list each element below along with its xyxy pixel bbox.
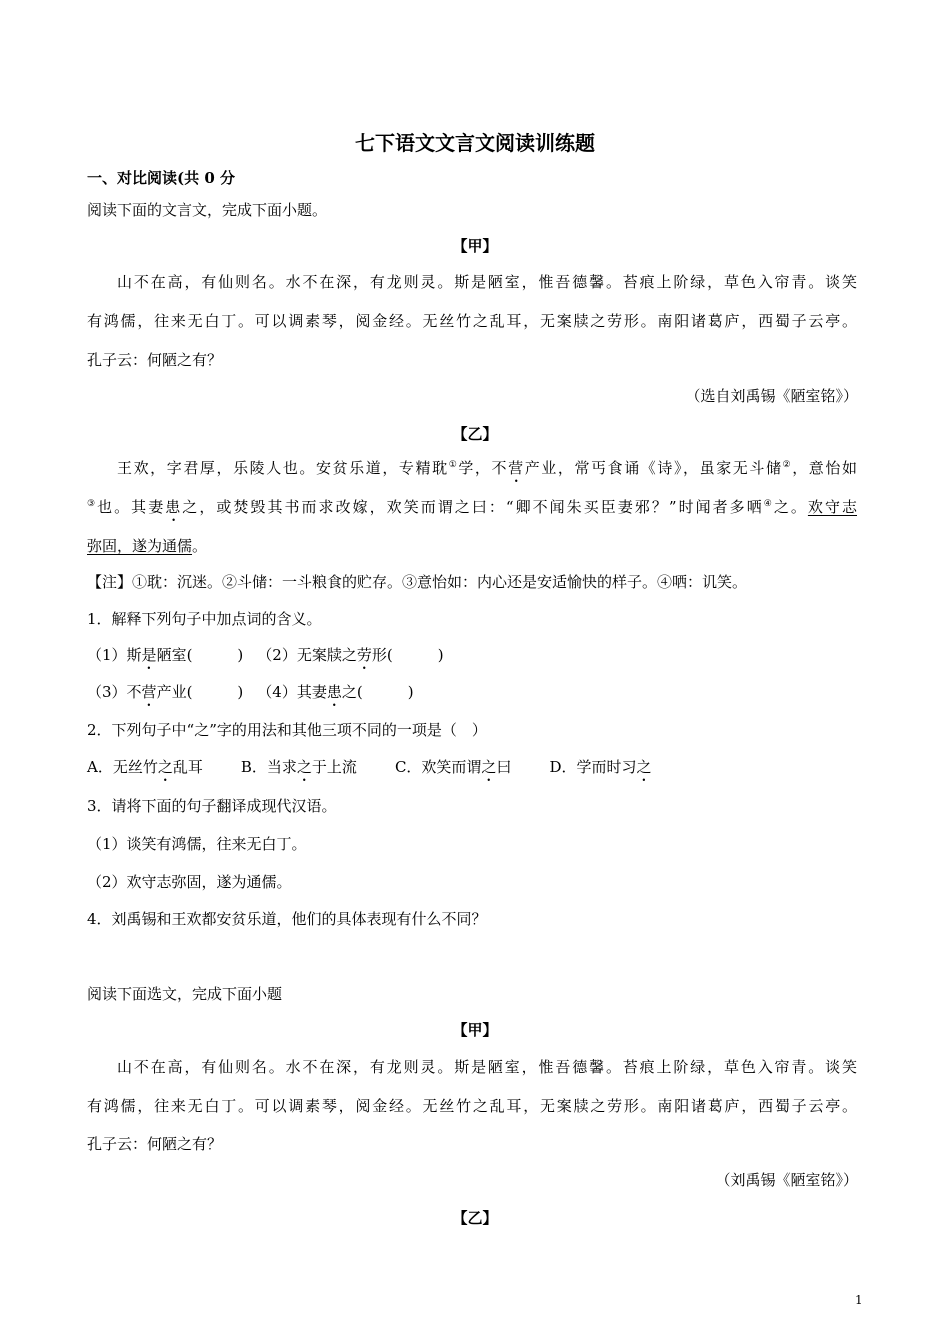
passage-jia-line: 孔子云：何陋之有？	[87, 1135, 223, 1153]
question-4: 4．刘禹锡和王欢都安贫乐道，他们的具体表现有什么不同？	[87, 910, 487, 928]
text-run: 王欢，字君厚，乐陵人也。安贫乐道，专精耽	[117, 459, 449, 477]
text-run: （4）其妻	[257, 683, 327, 701]
text-run: 学，不	[458, 459, 509, 477]
question-3-item: （2）欢守志弥固，遂为通儒。	[87, 873, 292, 891]
text-run: 。	[192, 537, 208, 555]
annotation-note: 【注】①耽：沉迷。②斗储：一斗粮食的贮存。③意怡如：内心还是安适愉快的样子。④哂：讥笑。	[87, 573, 748, 591]
passage-yi-line	[117, 458, 857, 486]
question-3-item: （1）谈笑有鸿儒，往来无白丁。	[87, 835, 307, 853]
dotted-word: 患	[165, 498, 183, 516]
question-1-items-row1	[87, 645, 444, 673]
underlined-sentence: 欢守志	[807, 498, 857, 516]
section-intro: 阅读下面的文言文，完成下面小题。	[87, 201, 328, 219]
passage-jia-line: 孔子云：何陋之有？	[87, 351, 223, 369]
text-run: （1）斯	[87, 646, 142, 664]
passage-source: （选自刘禹锡《陋室铭》）	[685, 387, 858, 405]
question-2: 2．下列句子中“之”字的用法和其他三项不同的一项是（ ）	[87, 721, 487, 739]
page-number: 1	[855, 1293, 863, 1307]
dotted-word: 是	[141, 646, 157, 664]
passage-jia-label: 【甲】	[452, 237, 498, 255]
passage-jia-line: 山不在高，有仙则名。水不在深，有龙则灵。斯是陋室，惟吾德馨。苔痕上阶绿，草色入帘青。谈笑	[117, 273, 857, 291]
text-run: 也。其妻	[97, 498, 166, 516]
text-run: （2）无案牍之	[257, 646, 357, 664]
text-run: 产业，常丐食诵《诗》，虽家无斗储	[524, 459, 783, 477]
passage-jia-line: 有鸿儒，往来无白丁。可以调素琴，阅金经。无丝竹之乱耳，无案牍之劳形。南阳诸葛庐，西蜀子云亭。	[87, 1097, 857, 1115]
section2-intro: 阅读下面选文，完成下面小题	[87, 985, 283, 1003]
text-run: ，意怡如	[792, 459, 857, 477]
text-run: 产业( )	[156, 683, 244, 701]
option-c: C．欢笑而谓之曰	[394, 758, 512, 776]
text-run: 形( )	[371, 646, 444, 664]
question-2-options	[87, 757, 652, 785]
dotted-word: 劳	[356, 646, 372, 664]
option-b: B．当求之于上流	[240, 758, 357, 776]
footnote-marker: ③	[87, 499, 98, 509]
option-d: D．学而时习之	[549, 758, 652, 776]
text-run: （3）不	[87, 683, 142, 701]
text-run: 之，或焚毁其书而求改嫁，欢笑而谓之曰：“卿不闻朱买臣妻邪？”时闻者多哂	[182, 498, 764, 516]
passage-jia-label: 【甲】	[452, 1021, 498, 1039]
text-run: 陋室( )	[156, 646, 244, 664]
question-1: 1．解释下列句子中加点词的含义。	[87, 610, 322, 628]
underlined-sentence: 弥固，遂为通儒	[87, 537, 193, 555]
passage-source: （刘禹锡《陋室铭》）	[715, 1171, 858, 1189]
option-a: A．无丝竹之乱耳	[87, 758, 203, 776]
text-run: 之。	[773, 498, 808, 516]
text-run: 之( )	[341, 683, 414, 701]
passage-yi-line	[87, 536, 207, 556]
footnote-marker: ④	[763, 499, 774, 509]
footnote-marker: ①	[448, 460, 459, 470]
passage-jia-line: 山不在高，有仙则名。水不在深，有龙则灵。斯是陋室，惟吾德馨。苔痕上阶绿，草色入帘青。谈笑	[117, 1058, 857, 1076]
dotted-word: 患	[326, 683, 342, 701]
passage-yi-label: 【乙】	[452, 1209, 498, 1227]
dotted-word: 营	[508, 459, 525, 477]
page-title: 七下语文文言文阅读训练题	[355, 131, 595, 155]
footnote-marker: ②	[782, 460, 793, 470]
passage-jia-line: 有鸿儒，往来无白丁。可以调素琴，阅金经。无丝竹之乱耳，无案牍之劳形。南阳诸葛庐，西蜀子云亭。	[87, 312, 857, 330]
section-heading: 一、对比阅读(共 0 分	[87, 169, 235, 187]
passage-yi-label: 【乙】	[452, 425, 498, 443]
dotted-word: 营	[141, 683, 157, 701]
passage-yi-line	[87, 497, 857, 525]
question-1-items-row2	[87, 682, 414, 710]
question-3: 3．请将下面的句子翻译成现代汉语。	[87, 797, 337, 815]
